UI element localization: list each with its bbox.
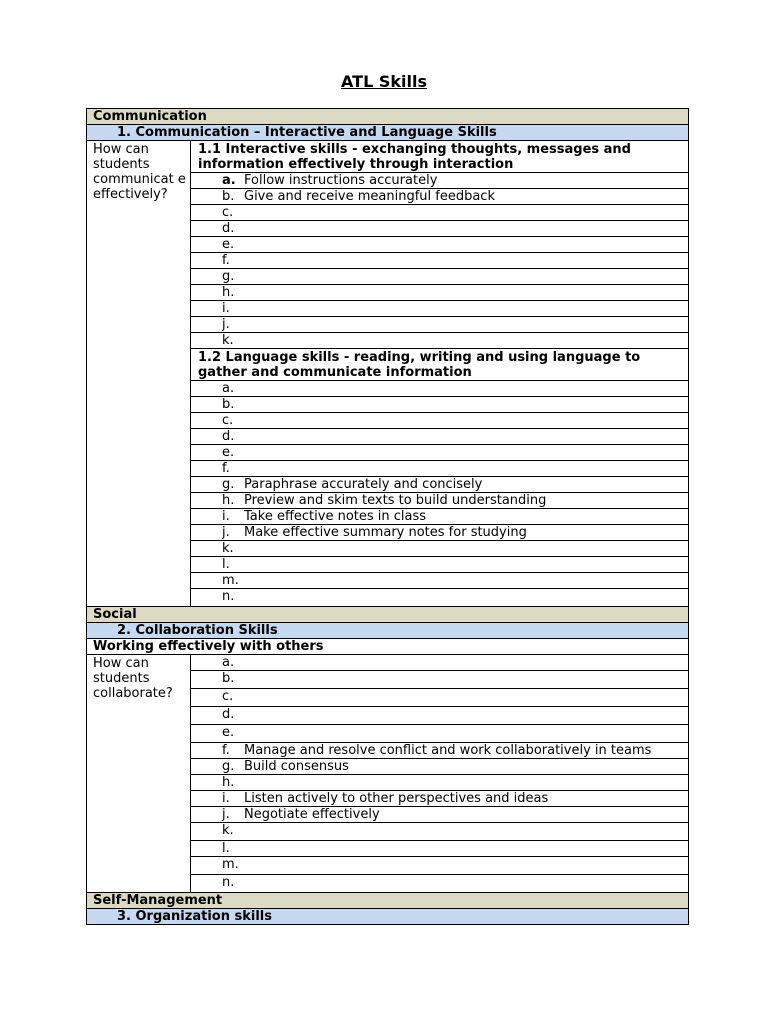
skill-item-letter: j. [222,525,230,540]
skill-item-letter: l. [222,841,230,856]
skill-item-row [87,655,689,671]
skill-item-text [244,725,688,740]
category-row [87,109,689,125]
skill-item [191,493,689,509]
skill-item-letter: f. [222,253,230,268]
skill-item-letter: a. [222,173,236,188]
skill-item-text: Make effective summary notes for studying [244,525,527,540]
skill-item-letter: b. [222,397,235,412]
skill-item-letter: g. [222,477,235,492]
skill-item [191,775,689,791]
skill-item-letter: k. [222,541,234,556]
skill-item-content [191,655,688,670]
skill-item-content [191,791,688,806]
skill-item-content [191,671,688,686]
skill-item-content [191,743,688,758]
skill-item [191,477,689,493]
skill-item-text: Paraphrase accurately and concisely [244,477,483,492]
cluster-heading: 2. Collaboration Skills [87,623,689,639]
skill-item [191,689,689,707]
skill-item-text [244,589,688,604]
skill-item-letter: n. [222,875,235,890]
skill-item-content [191,317,688,332]
skill-item [191,461,689,477]
skill-item [191,573,689,589]
skill-item [191,557,689,573]
skill-item-letter: h. [222,775,235,790]
skill-item-letter: h. [222,285,235,300]
skill-item [191,429,689,445]
cluster-row [87,909,689,925]
skill-item [191,333,689,349]
skill-item [191,189,689,205]
skill-item [191,301,689,317]
skill-item-letter: f. [222,461,230,476]
skill-item-text [244,557,688,572]
skill-item-text [244,461,688,476]
skill-item-letter: n. [222,589,235,604]
skill-item-text [244,707,688,722]
skill-item-letter: i. [222,301,230,316]
skill-item-text: Give and receive meaningful feedback [244,189,495,204]
skill-item-letter: e. [222,725,235,740]
skill-item-text [244,269,688,284]
skill-item-text [244,841,688,856]
skill-item-letter: h. [222,493,235,508]
skill-item-text [244,285,688,300]
skill-item-text: Preview and skim texts to build understanding [244,493,547,508]
skill-item-content [191,189,688,204]
skill-item-content [191,493,688,508]
skill-item-text [244,301,688,316]
skill-group-heading: 1.1 Interactive skills - exchanging thoughts, messages and information effectively through interaction [191,141,689,173]
skill-item-content [191,875,688,890]
skill-item-content [191,253,688,268]
skill-item-text [244,221,688,236]
skill-group-heading: 1.2 Language skills - reading, writing and using language to gather and communicate information [191,349,689,381]
category-row [87,893,689,909]
skill-item-letter: b. [222,671,235,686]
skill-item-text [244,317,688,332]
skill-item-letter: m. [222,857,239,872]
skill-item-text: Negotiate effectively [244,807,380,822]
guiding-question: How can students collaborate? [87,655,191,893]
cluster-heading: 1. Communication – Interactive and Language Skills [87,125,689,141]
skill-item-text [244,671,688,686]
skill-item-content [191,429,688,444]
skill-item-content [191,775,688,790]
skill-item-content [191,759,688,774]
skill-item-content [191,857,688,872]
cluster-heading: 3. Organization skills [87,909,689,925]
skill-item-text: Manage and resolve conflict and work collaboratively in teams [244,743,652,758]
skill-item-text [244,541,688,556]
skill-item-content [191,333,688,348]
skill-item [191,445,689,461]
skill-item-text [244,397,688,412]
skill-item [191,509,689,525]
skill-item-content [191,221,688,236]
skill-item [191,655,689,671]
skill-item-text [244,857,688,872]
skill-item [191,759,689,775]
skill-item [191,317,689,333]
skill-item [191,397,689,413]
skill-item-content [191,725,688,740]
skill-item [191,205,689,221]
skill-item [191,541,689,557]
skill-item [191,743,689,759]
skill-item-letter: c. [222,413,234,428]
skill-item-text [244,253,688,268]
skill-item-letter: b. [222,189,235,204]
skill-item-text [244,381,688,396]
skill-item-content [191,285,688,300]
skill-item-text [244,445,688,460]
skill-item-content [191,823,688,838]
skill-item-content [191,205,688,220]
skill-item-letter: j. [222,807,230,822]
skill-item [191,841,689,857]
skill-item-letter: c. [222,689,234,704]
skill-item-content [191,269,688,284]
skill-item [191,253,689,269]
subheading-row [87,639,689,655]
guiding-question: How can students communicat e effectively? [87,141,191,607]
skill-item-content [191,541,688,556]
skill-item-letter: l. [222,557,230,572]
skill-item-letter: d. [222,221,235,236]
skill-item [191,589,689,607]
skill-item-text [244,875,688,890]
skill-item-text [244,413,688,428]
skill-item-content [191,525,688,540]
skill-group-row [87,141,689,173]
section-subheading: Working effectively with others [87,639,689,655]
category-row [87,607,689,623]
skill-item-content [191,461,688,476]
skill-item [191,791,689,807]
skill-item [191,221,689,237]
skill-item-letter: i. [222,791,230,806]
skill-item-text [244,775,688,790]
category-heading: Communication [87,109,689,125]
skill-item [191,413,689,429]
cluster-row [87,623,689,639]
skill-item [191,807,689,823]
skill-item-letter: i. [222,509,230,524]
skill-item [191,875,689,893]
skill-item-text [244,823,688,838]
skill-item-letter: k. [222,333,234,348]
skill-item [191,381,689,397]
skill-item-letter: a. [222,381,235,396]
category-heading: Self-Management [87,893,689,909]
skill-item-text [244,655,688,670]
skill-item [191,671,689,689]
skill-item-content [191,509,688,524]
skill-item-letter: j. [222,317,230,332]
skill-item-text [244,333,688,348]
skill-item-content [191,807,688,822]
skill-item-content [191,301,688,316]
skill-item-text [244,429,688,444]
skill-item-content [191,413,688,428]
skill-item [191,237,689,253]
skill-item-letter: k. [222,823,234,838]
skill-item [191,857,689,875]
skill-item-text [244,205,688,220]
skill-item-content [191,381,688,396]
skill-item-text: Build consensus [244,759,349,774]
skill-item-content [191,477,688,492]
skill-item [191,285,689,301]
skill-item [191,725,689,743]
skill-item-content [191,173,688,188]
skill-item-content [191,573,688,588]
skill-item-letter: e. [222,445,235,460]
skill-item-content [191,557,688,572]
skill-item [191,707,689,725]
skill-item-text [244,573,688,588]
cluster-row [87,125,689,141]
skill-item-letter: m. [222,573,239,588]
skill-item-letter: g. [222,759,235,774]
skill-item-text: Take effective notes in class [244,509,427,524]
skill-item-letter: d. [222,707,235,722]
skill-item [191,269,689,285]
skill-item-text [244,237,688,252]
skill-item-content [191,589,688,604]
skill-item-text: Follow instructions accurately [244,173,438,188]
category-heading: Social [87,607,689,623]
skill-item-letter: d. [222,429,235,444]
skill-item [191,525,689,541]
skill-item-letter: f. [222,743,230,758]
skill-item-letter: a. [222,655,235,670]
skill-item [191,823,689,841]
skill-item-content [191,689,688,704]
skill-item-letter: c. [222,205,234,220]
skill-item-content [191,445,688,460]
atl-skills-table [86,108,689,925]
skill-item-text: Listen actively to other perspectives and ideas [244,791,549,806]
document-title: ATL Skills [341,72,427,91]
skill-item-content [191,707,688,722]
skill-item-letter: e. [222,237,235,252]
skill-item-content [191,237,688,252]
skill-item-content [191,841,688,856]
skill-item-content [191,397,688,412]
skill-item-letter: g. [222,269,235,284]
skill-item-text [244,689,688,704]
skill-item [191,173,689,189]
